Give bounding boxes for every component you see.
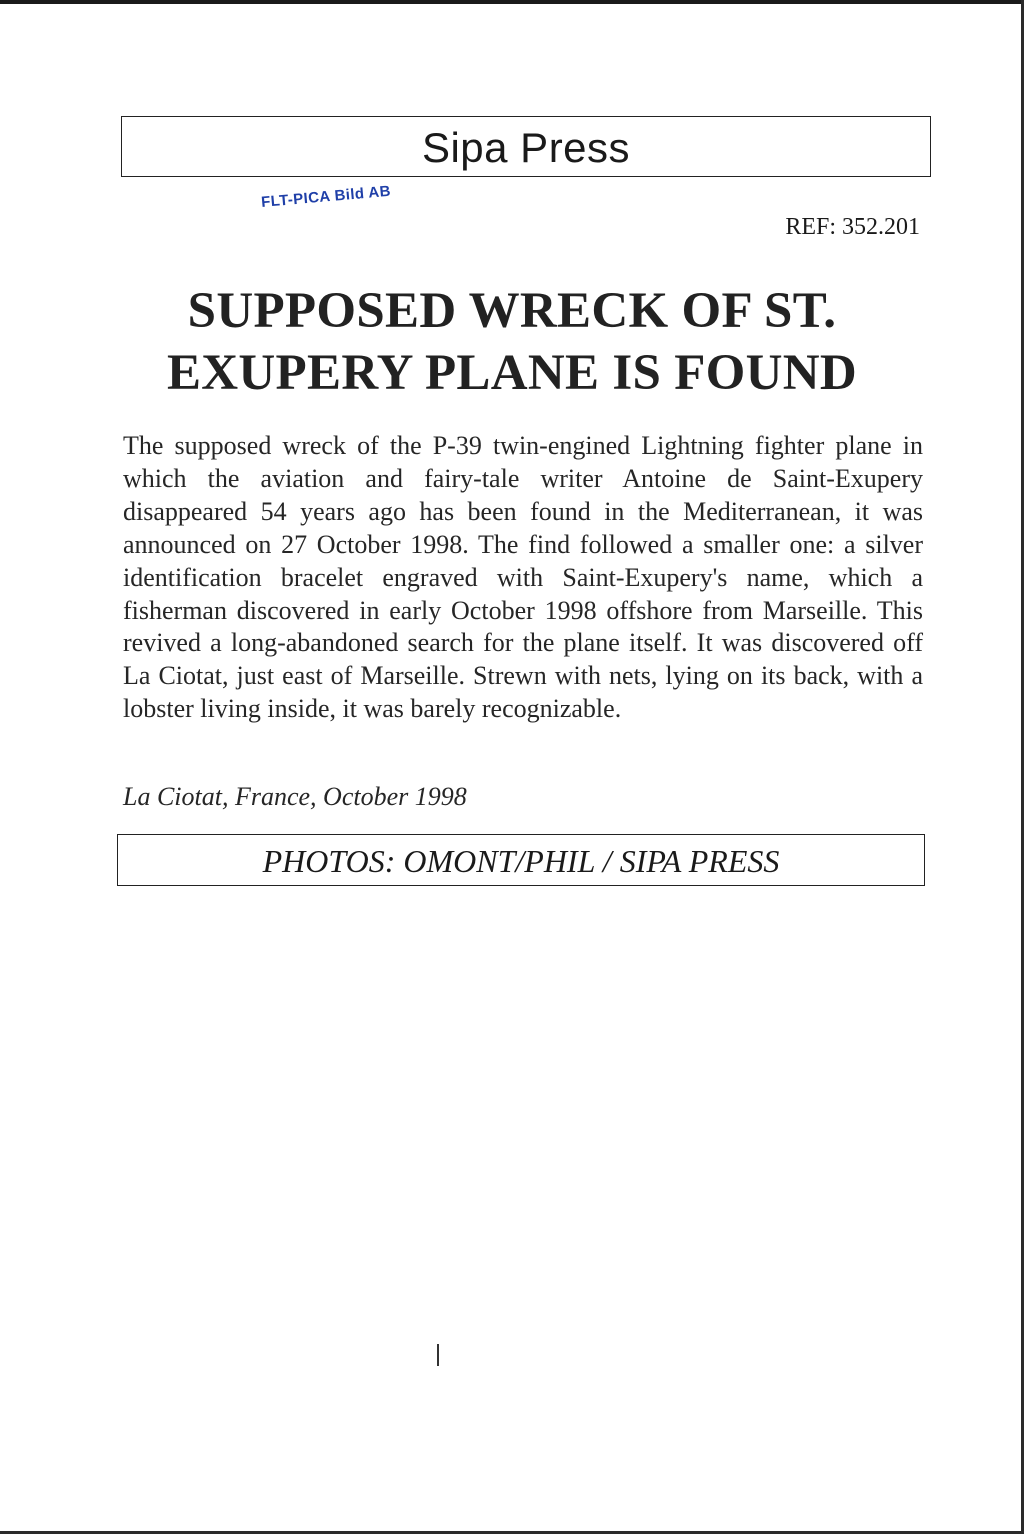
headline-line-1: SUPPOSED WRECK OF ST. — [187, 283, 837, 339]
article-body: The supposed wreck of the P-39 twin-engined Lightning fighter plane in which the aviation and fairy-tale writer Antoine de Saint-Exupery disappeared 54 years ago has been found in the Mediterranean, it was announced on 27 October 1998. The find followed a smaller one: a silver identification bracelet engraved with Saint-Exupery's name, which a fisherman discovered in early October 1998 offshore from Marseille. This revived a long-abandoned search for the plane itself. It was discovered off La Ciotat, just east of Marseille. Strewn with nets, lying on its back, with a lobster living inside, it was barely recognizable. — [123, 431, 923, 724]
article-headline — [110, 280, 914, 404]
dateline: La Ciotat, France, October 1998 — [123, 782, 467, 811]
agency-header-box — [121, 116, 931, 177]
archive-stamp: FLT-PICA Bild AB — [260, 182, 392, 211]
scan-mark — [437, 1344, 439, 1366]
reference-number: REF: 352.201 — [785, 214, 920, 240]
photo-credit-box — [117, 834, 925, 886]
headline-line-2: EXUPERY PLANE IS FOUND — [166, 345, 858, 401]
page-edge-top — [0, 0, 1024, 4]
agency-name: Sipa Press — [421, 124, 631, 171]
photo-credit: PHOTOS: OMONT/PHIL / SIPA PRESS — [262, 843, 780, 879]
